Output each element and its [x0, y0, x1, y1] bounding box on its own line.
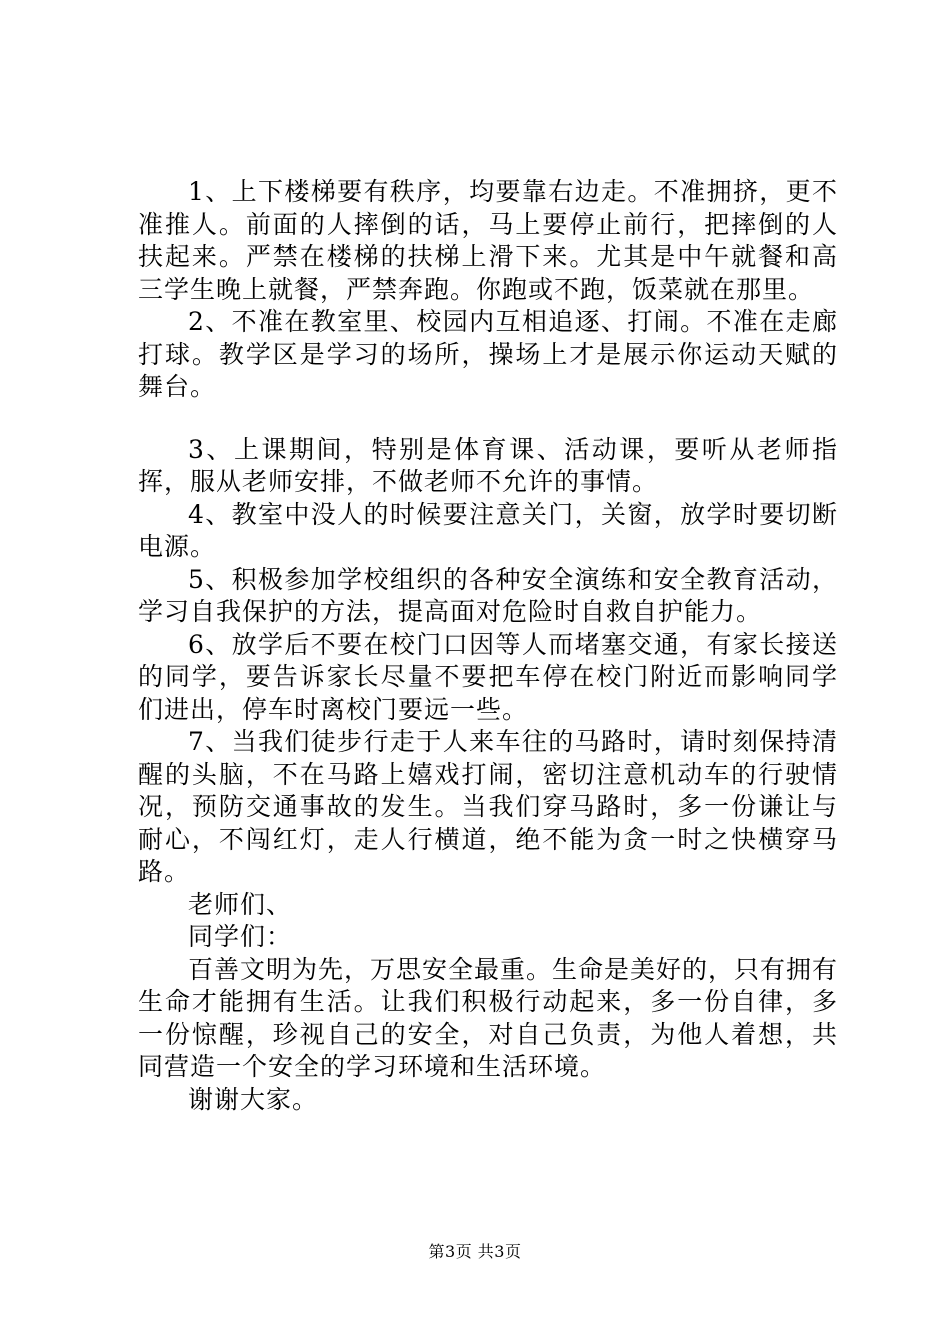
paragraph-rule-1: 1、上下楼梯要有秩序，均要靠右边走。不准拥挤，更不准推人。前面的人摔倒的话，马上要停止前行，把摔倒的人扶起来。严禁在楼梯的扶梯上滑下来。尤其是中午就餐和高三学生晚上就餐，严禁奔跑。你跑或不跑，饭菜就在那里。 — [138, 177, 838, 304]
paragraph-rule-5: 5、积极参加学校组织的各种安全演练和安全教育活动，学习自我保护的方法，提高面对危险时自救自护能力。 — [138, 564, 838, 626]
paragraph-rule-2: 2、不准在教室里、校园内互相追逐、打闹。不准在走廊打球。教学区是学习的场所，操场上才是展示你运动天赋的舞台。 — [138, 307, 838, 401]
paragraph-rule-6: 6、放学后不要在校门口因等人而堵塞交通，有家长接送的同学，要告诉家长尽量不要把车停在校门附近而影响同学们进出，停车时离校门要远一些。 — [138, 629, 838, 724]
document-body — [138, 176, 838, 1116]
paragraph-rule-4: 4、教室中没人的时候要注意关门，关窗，放学时要切断电源。 — [138, 499, 838, 561]
paragraph-rule-7: 7、当我们徒步行走于人来车往的马路时，请时刻保持清醒的头脑，不在马路上嬉戏打闹，密切注意机动车的行驶情况，预防交通事故的发生。当我们穿马路时，多一份谦让与耐心，不闯红灯，走人行横道，绝不能为贪一时之快横穿马路。 — [138, 727, 838, 886]
salutation-teachers: 老师们、 — [188, 889, 293, 919]
salutation-students: 同学们： — [188, 922, 293, 951]
paragraph-rule-3: 3、上课期间，特别是体育课、活动课，要听从老师指挥，服从老师安排，不做老师不允许的事情。 — [138, 434, 838, 496]
page-number-footer: 第3页 共3页 — [428, 1242, 522, 1261]
paragraph-closing: 百善文明为先，万思安全最重。生命是美好的，只有拥有生命才能拥有生活。让我们积极行动起来，多一份自律，多一份惊醒，珍视自己的安全，对自己负责，为他人着想，共同营造一个安全的学习环境和生活环境。 — [138, 954, 839, 1081]
paragraph-thanks: 谢谢大家。 — [188, 1084, 319, 1114]
